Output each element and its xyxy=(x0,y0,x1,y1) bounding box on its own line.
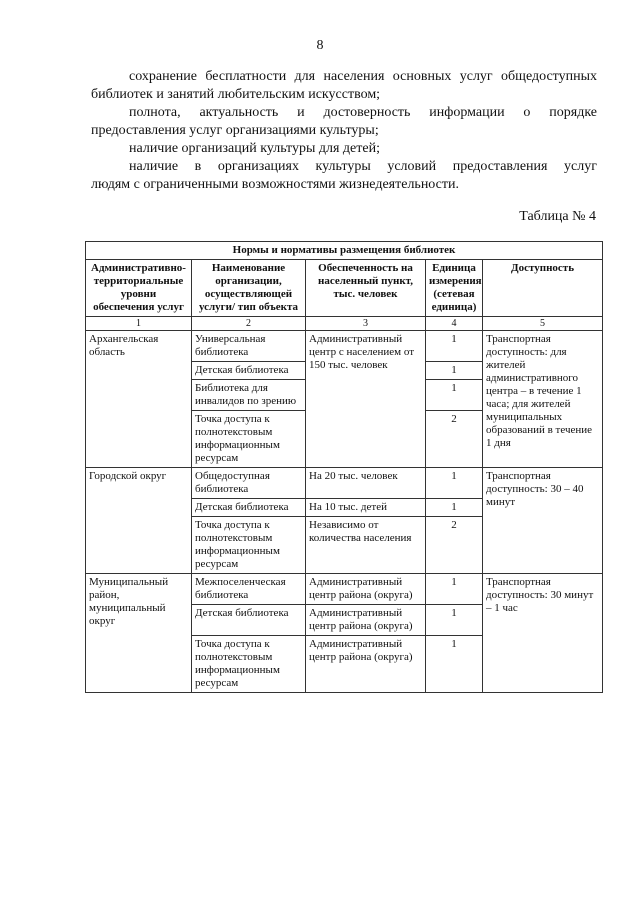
type-cell: Общедоступная библиотека xyxy=(192,468,306,499)
paragraph-line: сохранение бесплатности для населения основных услуг общедоступных xyxy=(129,69,597,84)
table-caption: Таблица № 4 xyxy=(519,209,596,224)
column-number: 5 xyxy=(483,317,603,331)
column-header: Административно-территориальные уровни обеспечения услуг xyxy=(86,260,192,317)
provision-cell: Административный центр с населением от 150 тыс. человек xyxy=(306,331,426,468)
column-header: Наименование организации, осуществляющей услуги/ тип объекта xyxy=(192,260,306,317)
unit-cell: 1 xyxy=(426,636,483,693)
paragraph-line: наличие в организациях культуры условий предоставления услуг xyxy=(129,159,597,174)
unit-cell: 1 xyxy=(426,468,483,499)
column-header: Доступность xyxy=(483,260,603,317)
access-cell: Транспортная доступность: 30 минут – 1 час xyxy=(483,574,603,693)
unit-cell: 1 xyxy=(426,605,483,636)
level-cell: Городской округ xyxy=(86,468,192,574)
table-row xyxy=(86,468,603,499)
type-cell: Детская библиотека xyxy=(192,605,306,636)
type-cell: Универсальная библиотека xyxy=(192,331,306,362)
unit-cell: 1 xyxy=(426,574,483,605)
provision-cell: Независимо от количества населения xyxy=(306,517,426,574)
column-header: Единица измерения (сетевая единица) xyxy=(426,260,483,317)
provision-cell: Административный центр района (округа) xyxy=(306,574,426,605)
paragraph-line: людям с ограниченными возможностями жизнедеятельности. xyxy=(91,177,459,192)
paragraph-line: библиотек и занятий любительским искусством; xyxy=(91,87,381,102)
body-text xyxy=(91,68,597,194)
type-cell: Точка доступа к полнотекстовым информационным ресурсам xyxy=(192,636,306,693)
paragraph xyxy=(91,68,597,104)
paragraph xyxy=(91,104,597,140)
column-number: 2 xyxy=(192,317,306,331)
type-cell: Библиотека для инвалидов по зрению xyxy=(192,380,306,411)
column-number: 3 xyxy=(306,317,426,331)
provision-cell: На 20 тыс. человек xyxy=(306,468,426,499)
table-title: Нормы и нормативы размещения библиотек xyxy=(86,242,603,260)
unit-cell: 2 xyxy=(426,411,483,468)
unit-cell: 1 xyxy=(426,362,483,380)
paragraph xyxy=(91,140,597,158)
type-cell: Детская библиотека xyxy=(192,499,306,517)
library-norms-table xyxy=(85,241,603,693)
level-cell: Муниципальный район, муниципальный округ xyxy=(86,574,192,693)
type-cell: Межпоселенческая библиотека xyxy=(192,574,306,605)
type-cell: Точка доступа к полнотекстовым информационным ресурсам xyxy=(192,517,306,574)
paragraph-line: предоставления услуг организациями культуры; xyxy=(91,123,379,138)
paragraph-line: наличие организаций культуры для детей; xyxy=(129,141,380,156)
unit-cell: 1 xyxy=(426,331,483,362)
paragraph xyxy=(91,158,597,194)
provision-cell: Административный центр района (округа) xyxy=(306,605,426,636)
unit-cell: 1 xyxy=(426,380,483,411)
unit-cell: 1 xyxy=(426,499,483,517)
column-number: 4 xyxy=(426,317,483,331)
access-cell: Транспортная доступность: для жителей административного центра – в течение 1 часа; для жителей муниципальных образований в течение 1 дня xyxy=(483,331,603,468)
unit-cell: 2 xyxy=(426,517,483,574)
type-cell: Детская библиотека xyxy=(192,362,306,380)
table-row xyxy=(86,331,603,362)
paragraph-line: полнота, актуальность и достоверность информации о порядке xyxy=(129,105,597,120)
type-cell: Точка доступа к полнотекстовым информационным ресурсам xyxy=(192,411,306,468)
provision-cell: На 10 тыс. детей xyxy=(306,499,426,517)
provision-cell: Административный центр района (округа) xyxy=(306,636,426,693)
access-cell: Транспортная доступность: 30 – 40 минут xyxy=(483,468,603,574)
table-row xyxy=(86,574,603,605)
page-number: 8 xyxy=(316,38,324,53)
column-header: Обеспеченность на населенный пункт, тыс. человек xyxy=(306,260,426,317)
level-cell: Архангельская область xyxy=(86,331,192,468)
column-number: 1 xyxy=(86,317,192,331)
